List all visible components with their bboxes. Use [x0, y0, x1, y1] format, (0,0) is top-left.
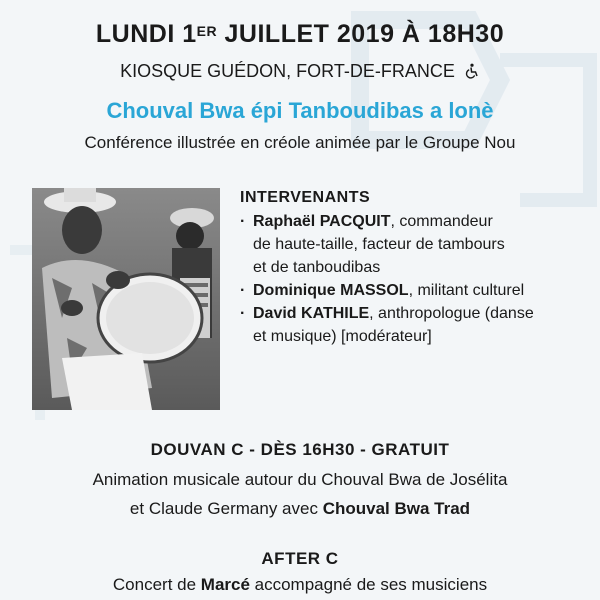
speakers-list — [240, 210, 590, 348]
event-date: LUNDI 1ER JUILLET 2019 À 18H30 — [95, 20, 505, 48]
speaker-item: · Dominique MASSOL, militant culturel — [240, 279, 590, 302]
douvan-description: Animation musicale autour du Chouval Bwa de Josélita et Claude Germany avec Chouval Bwa Trad — [92, 470, 508, 518]
speakers-section — [240, 186, 590, 348]
douvan-heading: DOUVAN C - DÈS 16H30 - GRATUIT — [150, 440, 450, 459]
wheelchair-icon — [464, 63, 480, 79]
after-heading: AFTER C — [261, 549, 339, 568]
musicians-photo — [32, 188, 220, 410]
speaker-item: · Raphaël PACQUIT, commandeur de haute-taille, facteur de tambours et de tanboudibas — [240, 210, 590, 279]
event-venue: KIOSQUE GUÉDON, FORT-DE-FRANCE — [0, 61, 600, 82]
conference-subtitle: Conférence illustrée en créole animée par le Groupe Nou — [84, 133, 516, 152]
speakers-heading: INTERVENANTS — [240, 189, 371, 206]
after-description: Concert de Marcé accompagné de ses musiciens — [112, 575, 488, 594]
speaker-item: · David KATHILE, anthropologue (danse et musique) [modérateur] — [240, 302, 590, 348]
conference-title: Chouval Bwa épi Tanboudibas a lonè — [106, 98, 494, 123]
